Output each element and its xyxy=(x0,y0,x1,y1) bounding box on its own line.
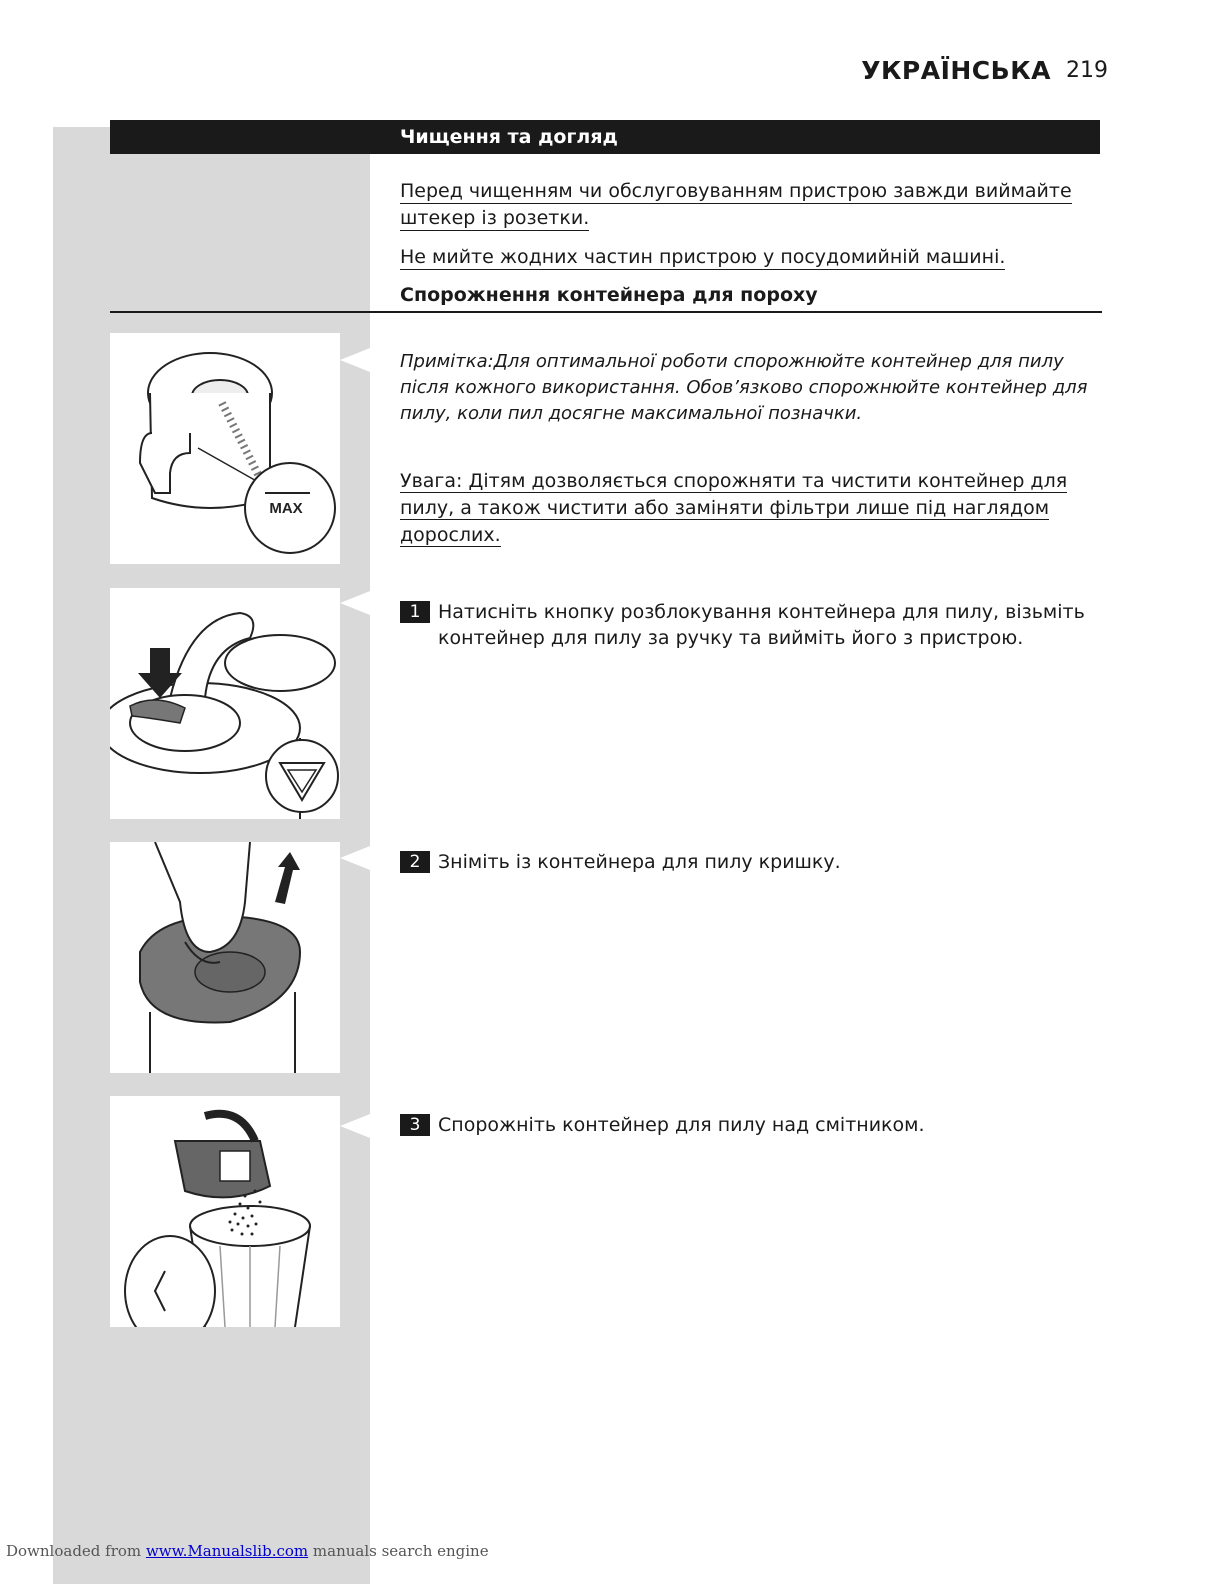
image-pointer xyxy=(340,1114,370,1138)
step-number: 2 xyxy=(400,851,430,873)
step-text: Спорожніть контейнер для пилу над смітником. xyxy=(438,1114,925,1136)
warning-dishwasher: Не мийте жодних частин пристрою у посудомийній машині. xyxy=(400,246,1006,268)
image-pointer xyxy=(340,348,370,372)
note: Примітка:Для оптимальної роботи спорожнюйте контейнер для пилу після кожного використання. Обов’язково спорожнюйте контейнер для пилу, коли пил досягне максимальної позначки. xyxy=(400,351,1088,424)
warning-unplug: Перед чищенням чи обслуговуванням пристрою завжди виймайте штекер із розетки. xyxy=(400,180,1072,229)
divider xyxy=(110,311,1102,313)
step-2 xyxy=(400,849,1100,875)
manualslib-link[interactable]: www.Manualslib.com xyxy=(145,1542,309,1560)
step-text: Натисніть кнопку розблокування контейнера для пилу, візьміть контейнер для пилу за ручку та вийміть його з пристрою. xyxy=(438,601,1085,649)
step-1 xyxy=(400,599,1100,651)
footer: Downloaded from www.Manualslib.com manuals search engine xyxy=(6,1542,489,1560)
section-title: Чищення та догляд xyxy=(400,126,618,148)
step-number: 1 xyxy=(400,601,430,623)
step-3 xyxy=(400,1112,1100,1138)
illustration-max-level xyxy=(110,333,340,564)
image-pointer xyxy=(340,846,370,870)
page-number: 219 xyxy=(1066,58,1108,83)
max-mark-label: MAX xyxy=(269,500,303,517)
image-pointer xyxy=(340,591,370,615)
step-text: Зніміть із контейнера для пилу кришку. xyxy=(438,851,841,873)
caution: Увага: Дітям дозволяється спорожняти та чистити контейнер для пилу, а також чистити або заміняти фільтри лише під наглядом дорослих. xyxy=(400,470,1068,546)
illustration-remove-lid xyxy=(110,842,340,1073)
subsection-title: Спорожнення контейнера для пороху xyxy=(400,284,818,306)
illustration-empty-bin xyxy=(110,1096,340,1327)
illustration-unlock xyxy=(110,588,340,819)
header-language: УКРАЇНСЬКА xyxy=(861,56,1051,85)
step-number: 3 xyxy=(400,1114,430,1136)
